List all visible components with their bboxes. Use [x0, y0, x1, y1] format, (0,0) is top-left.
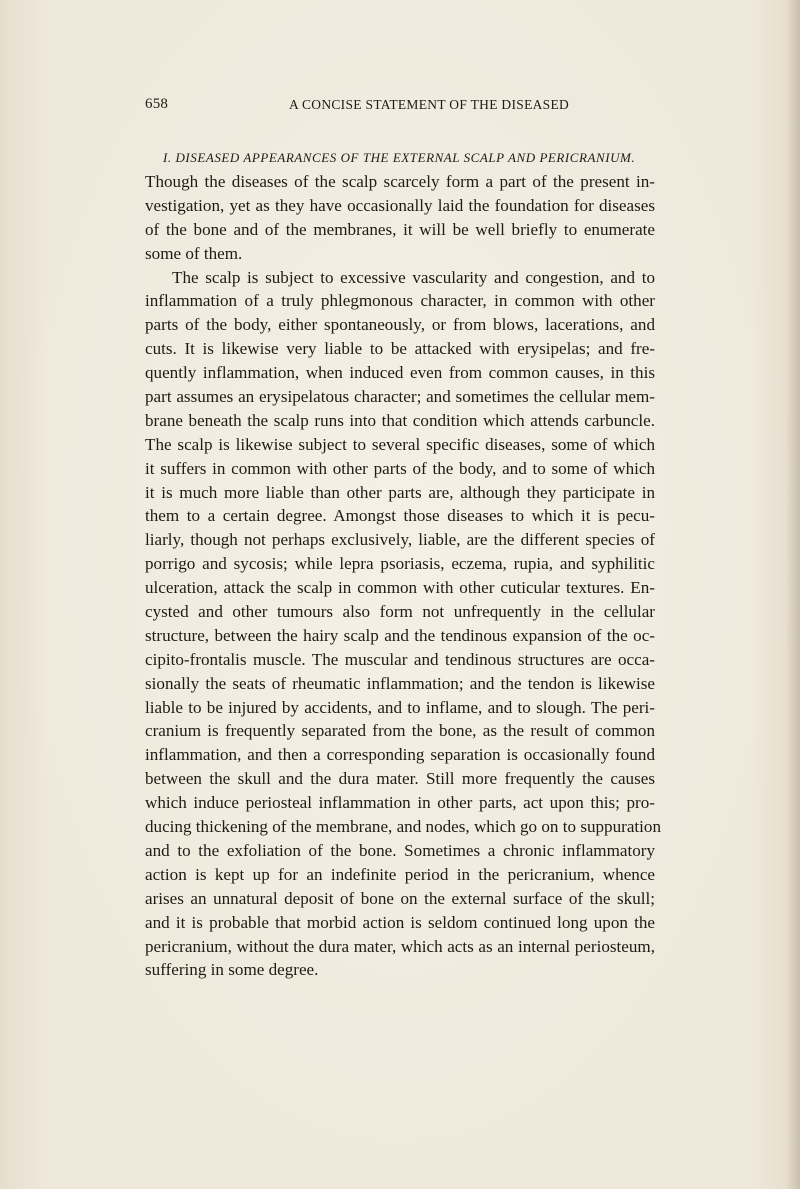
- text-line: parts of the body, either spontaneously, or from blows, lacerations, and: [145, 315, 655, 335]
- text-line: it is much more liable than other parts are, although they participate in: [145, 482, 655, 502]
- running-head: [145, 96, 655, 116]
- text-line: The scalp is likewise subject to several specific diseases, some of which: [145, 434, 655, 454]
- text-line: cuts. It is likewise very liable to be attacked with erysipelas; and fre-: [145, 339, 655, 359]
- text-line: arises an unnatural deposit of bone on the external surface of the skull;: [145, 888, 655, 908]
- text-line: and to the exfoliation of the bone. Sometimes a chronic inflammatory: [145, 840, 655, 860]
- text-line: pericranium, without the dura mater, which acts as an internal periosteum,: [145, 936, 655, 956]
- section-heading: I. DISEASED APPEARANCES OF THE EXTERNAL SCALP AND PERICRANIUM.: [163, 150, 636, 165]
- text-line: of the bone and of the membranes, it will be well briefly to enumerate: [145, 219, 655, 239]
- text-line: action is kept up for an indefinite period in the pericranium, whence: [145, 864, 655, 884]
- text-line: between the skull and the dura mater. Still more frequently the causes: [145, 769, 655, 789]
- text-line: inflammation of a truly phlegmonous character, in common with other: [145, 291, 655, 311]
- text-line: Though the diseases of the scalp scarcely form a part of the present in-: [145, 172, 655, 191]
- text-line: porrigo and sycosis; while lepra psoriasis, eczema, rupia, and syphilitic: [145, 554, 655, 574]
- text-line: liarly, though not perhaps exclusively, liable, are the different species of: [145, 530, 655, 550]
- text-line: vestigation, yet as they have occasionally laid the foundation for diseases: [145, 195, 655, 215]
- text-line: sionally the seats of rheumatic inflammation; and the tendon is likewise: [145, 673, 655, 693]
- text-line: structure, between the hairy scalp and the tendinous expansion of the oc-: [145, 625, 655, 645]
- text-line: liable to be injured by accidents, and to inflame, and to slough. The peri-: [145, 697, 655, 717]
- text-line: ulceration, attack the scalp in common with other cuticular textures. En-: [145, 578, 655, 598]
- text-line: part assumes an erysipelatous character; and sometimes the cellular mem-: [145, 387, 655, 407]
- text-line: quently inflammation, when induced even from common causes, in this: [145, 363, 655, 383]
- text-line: cipito-frontalis muscle. The muscular and tendinous structures are occa-: [145, 649, 655, 669]
- text-line: which induce periosteal inflammation in other parts, act upon this; pro-: [145, 793, 655, 813]
- running-head-title: A CONCISE STATEMENT OF THE DISEASED: [289, 97, 570, 112]
- text-line: The scalp is subject to excessive vascularity and congestion, and to: [172, 267, 655, 287]
- body-text: [145, 170, 662, 982]
- text-line: it suffers in common with other parts of the body, and to some of which: [145, 458, 655, 478]
- text-line: inflammation, and then a corresponding separation is occasionally found: [145, 745, 655, 765]
- text-line: cysted and other tumours also form not unfrequently in the cellular: [145, 602, 655, 622]
- page-edge-shadow: [786, 0, 800, 1189]
- text-line: cranium is frequently separated from the bone, as the result of common: [145, 721, 655, 741]
- text-line: them to a certain degree. Amongst those diseases to which it is pecu-: [145, 506, 655, 526]
- text-line: suffering in some degree.: [145, 960, 319, 980]
- text-line: ducing thickening of the membrane, and nodes, which go on to suppuration: [145, 817, 662, 837]
- text-line: brane beneath the scalp runs into that condition which attends carbuncle.: [145, 410, 655, 430]
- text-line: some of them.: [145, 243, 243, 263]
- text-line: and it is probable that morbid action is seldom continued long upon the: [145, 912, 655, 932]
- page-number: 658: [145, 96, 169, 112]
